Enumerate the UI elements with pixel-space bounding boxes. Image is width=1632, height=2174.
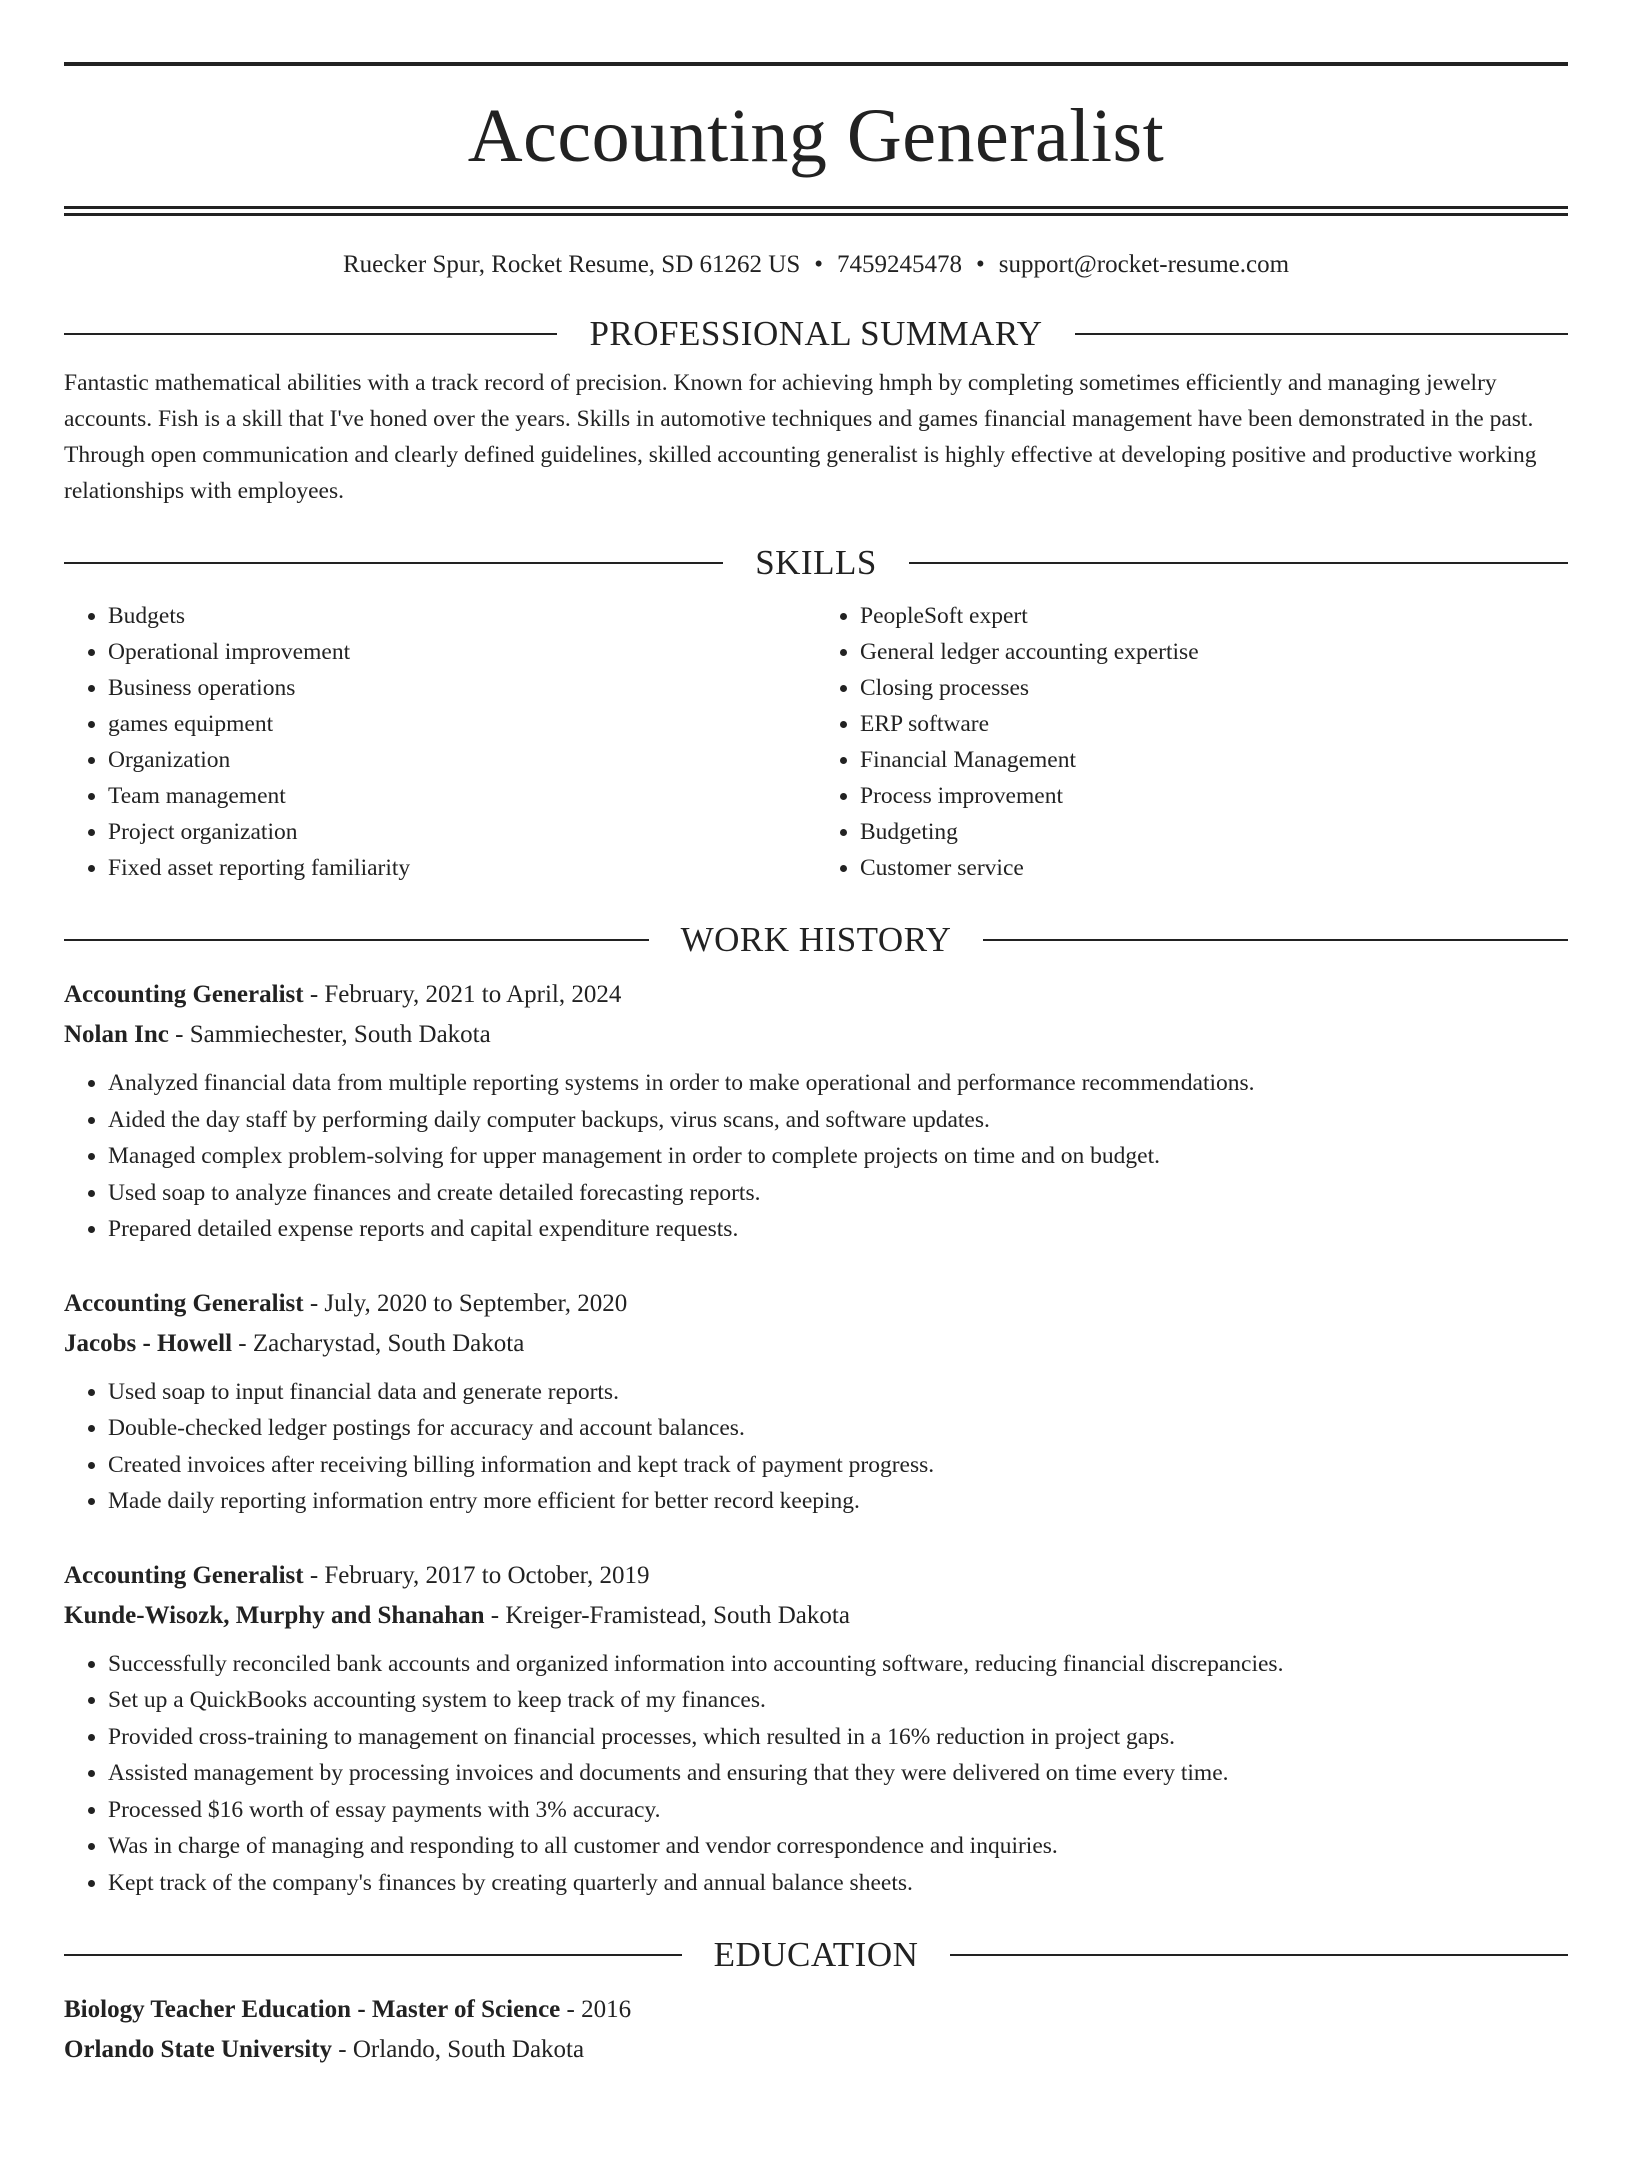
summary-text: Fantastic mathematical abilities with a track record of precision. Known for achieving hmph by completing sometimes efficiently and managing jewelry accounts. Fish is a skill that I've honed over the years. Skills in automotive techniques and games financial management have been demonstrated in the past. Through open communication and clearly defined guidelines, skilled accounting generalist is highly effective at developing positive and productive working relationships with employees.: [64, 370, 1537, 504]
job-location: - Sammiechester, South Dakota: [168, 1021, 491, 1048]
summary-section-header: [64, 316, 1568, 351]
job-bullet: • Double-checked ledger postings for accuracy and account balances.: [108, 1410, 1568, 1447]
skills-section-header: [64, 545, 1568, 580]
job-bullet: • Provided cross-training to management on financial processes, which resulted in a 16% reduction in project gaps.: [108, 1719, 1568, 1756]
job-company: Kunde-Wisozk, Murphy and Shanahan: [64, 1601, 485, 1629]
skill-item: • Process improvement: [860, 778, 1568, 814]
section-rule: [950, 1954, 1568, 1956]
double-rule: [64, 206, 1568, 216]
education-school-line: [64, 2030, 1568, 2070]
job-title: Accounting Generalist: [64, 1289, 304, 1317]
job-location: - Zacharystad, South Dakota: [232, 1329, 525, 1357]
education-location: - Orlando, South Dakota: [332, 2036, 585, 2063]
education-entry: [64, 1990, 1568, 2070]
skill-item: • Closing processes: [860, 670, 1568, 706]
section-rule: [64, 939, 649, 941]
education-section-title: EDUCATION: [713, 1935, 919, 1974]
job-bullet: • Aided the day staff by performing daily computer backups, virus scans, and software updates.: [108, 1102, 1568, 1139]
job-entry: [64, 1556, 1568, 1902]
section-rule: [64, 333, 557, 335]
skill-item: • Financial Management: [860, 742, 1568, 778]
skills-list: [64, 598, 1568, 886]
skill-item: • Budgets: [108, 598, 816, 634]
job-bullet: • Created invoices after receiving billing information and kept track of payment progress.: [108, 1447, 1568, 1484]
education-school: Orlando State University: [64, 2036, 333, 2063]
education-degree-line: [64, 1990, 1568, 2030]
job-bullet: • Managed complex problem-solving for upper management in order to complete projects on time and on budget.: [108, 1138, 1568, 1175]
skill-item: • Fixed asset reporting familiarity: [108, 850, 816, 886]
job-company-line: [64, 1596, 1568, 1636]
work-section-header: [64, 922, 1568, 957]
education-degree: Biology Teacher Education - Master of Science: [64, 1996, 561, 2023]
job-bullet: • Prepared detailed expense reports and capital expenditure requests.: [108, 1211, 1568, 1248]
section-rule: [64, 1954, 682, 1956]
work-section-title: WORK HISTORY: [680, 920, 952, 959]
job-company: Nolan Inc: [64, 1021, 169, 1048]
section-rule: [1075, 333, 1568, 335]
job-location: - Kreiger-Framistead, South Dakota: [484, 1601, 850, 1629]
job-company: Jacobs - Howell: [64, 1329, 233, 1357]
skill-item: • Organization: [108, 742, 816, 778]
skills-column-right: [816, 598, 1568, 886]
skill-item: • Project organization: [108, 814, 816, 850]
job-bullet: • Kept track of the company's finances by creating quarterly and annual balance sheets.: [108, 1865, 1568, 1902]
skill-item: • Business operations: [108, 670, 816, 706]
job-bullets: [64, 1646, 1568, 1902]
job-bullet: • Processed $16 worth of essay payments with 3% accuracy.: [108, 1792, 1568, 1829]
job-bullet: • Assisted management by processing invoices and documents and ensuring that they were delivered on time every time.: [108, 1755, 1568, 1792]
job-bullet: • Set up a QuickBooks accounting system to keep track of my finances.: [108, 1682, 1568, 1719]
skill-item: • Budgeting: [860, 814, 1568, 850]
contact-email: support@rocket-resume.com: [998, 251, 1290, 278]
section-rule: [909, 562, 1568, 564]
resume-name: Accounting Generalist: [467, 94, 1165, 178]
job-dates: - February, 2017 to October, 2019: [303, 1561, 650, 1589]
job-title-line: [64, 975, 1568, 1015]
job-bullet: • Made daily reporting information entry more efficient for better record keeping.: [108, 1483, 1568, 1520]
skill-item: • games equipment: [108, 706, 816, 742]
job-bullet: • Analyzed financial data from multiple reporting systems in order to make operational and performance recommendations.: [108, 1065, 1568, 1102]
job-bullet: • Was in charge of managing and responding to all customer and vendor correspondence and inquiries.: [108, 1828, 1568, 1865]
job-company-line: [64, 1015, 1568, 1055]
job-bullets: [64, 1374, 1568, 1520]
job-bullets: [64, 1065, 1568, 1248]
contact-separator: •: [976, 251, 985, 278]
job-dates: - February, 2021 to April, 2024: [303, 981, 622, 1008]
job-bullet: • Used soap to analyze finances and create detailed forecasting reports.: [108, 1175, 1568, 1212]
resume-page: [0, 62, 1632, 2174]
summary-section-title: PROFESSIONAL SUMMARY: [589, 314, 1043, 353]
skill-item: • Customer service: [860, 850, 1568, 886]
contact-separator: •: [814, 251, 823, 278]
skill-item: • PeopleSoft expert: [860, 598, 1568, 634]
job-bullet: • Used soap to input financial data and generate reports.: [108, 1374, 1568, 1411]
job-company-line: [64, 1324, 1568, 1364]
contact-phone: 7459245478: [837, 251, 962, 278]
section-rule: [64, 562, 723, 564]
job-bullet: • Successfully reconciled bank accounts and organized information into accounting software, reducing financial discrepancies.: [108, 1646, 1568, 1683]
education-section-header: [64, 1937, 1568, 1972]
top-rule: [64, 62, 1568, 66]
job-title: Accounting Generalist: [64, 1561, 304, 1589]
contact-line: [64, 250, 1568, 280]
skills-column-left: [64, 598, 816, 886]
job-title-line: [64, 1556, 1568, 1596]
contact-address: Ruecker Spur, Rocket Resume, SD 61262 US: [342, 251, 801, 278]
skill-item: • ERP software: [860, 706, 1568, 742]
job-dates: - July, 2020 to September, 2020: [303, 1289, 628, 1317]
skill-item: • Operational improvement: [108, 634, 816, 670]
job-entry: [64, 1284, 1568, 1520]
skill-item: • Team management: [108, 778, 816, 814]
section-rule: [983, 939, 1568, 941]
skills-section-title: SKILLS: [755, 543, 877, 582]
job-title-line: [64, 1284, 1568, 1324]
job-entry: [64, 975, 1568, 1248]
education-year: - 2016: [560, 1996, 632, 2023]
job-title: Accounting Generalist: [64, 981, 304, 1008]
skill-item: • General ledger accounting expertise: [860, 634, 1568, 670]
